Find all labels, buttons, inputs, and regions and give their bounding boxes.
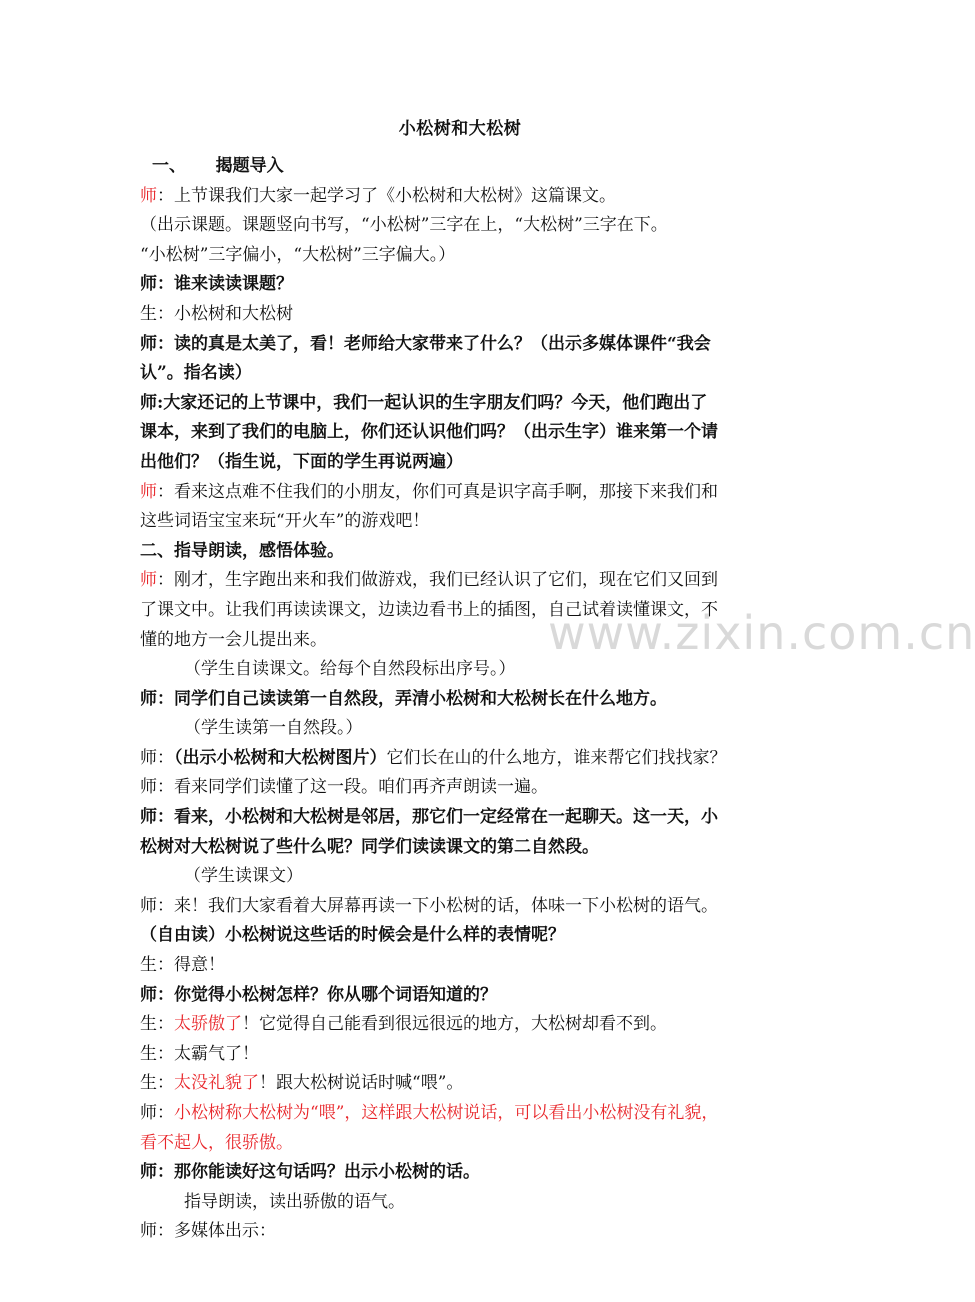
text-line: 看不起人，很骄傲。 — [140, 1132, 293, 1153]
text-line: 师：来！我们大家看着大屏幕再读一下小松树的话，体味一下小松树的语气。 — [140, 895, 718, 916]
text-segment: 它们长在山的什么地方，谁来帮它们找找家？ — [386, 747, 727, 768]
text-line: 二、指导朗读，感悟体验。 — [140, 540, 344, 561]
text-line: 一、 揭题导入 — [152, 156, 284, 176]
text-line — [140, 1099, 810, 1129]
lesson-body — [140, 152, 810, 1247]
text-line: 松树对大松树说了些什么呢？同学们读读课文的第二自然段。 — [140, 836, 599, 857]
text-line: 指导朗读，读出骄傲的语气。 — [184, 1191, 405, 1212]
text-segment: 师 — [140, 481, 157, 502]
page-title: 小松树和大松树 — [398, 119, 522, 139]
text-line: 师：你觉得小松树怎样？你从哪个词语知道的？ — [140, 984, 497, 1005]
text-line: 生：小松树和大松树 — [140, 303, 293, 324]
text-line: 师：看来同学们读懂了这一段。咱们再齐声朗读一遍。 — [140, 777, 548, 798]
text-line: 生：得意！ — [140, 955, 225, 976]
text-line — [140, 566, 810, 596]
text-line — [140, 744, 810, 774]
text-line: 了课文中。让我们再读读课文，边读边看书上的插图，自己试着读懂课文，不 — [140, 599, 718, 620]
text-segment: 师： — [140, 747, 174, 768]
text-line: 师：读的真是太美了，看！老师给大家带来了什么？（出示多媒体课件“我会 — [140, 333, 711, 354]
text-segment: 生： — [140, 1014, 174, 1035]
text-line — [140, 478, 810, 508]
watermark: www.zixin.com.cn — [548, 606, 975, 660]
text-line: 出他们？（指生说，下面的学生再说两遍） — [140, 451, 463, 472]
text-segment: 师 — [140, 185, 157, 206]
text-line: “小松树”三字偏小，“大松树”三字偏大。） — [140, 244, 456, 265]
text-line: （学生自读课文。给每个自然段标出序号。） — [184, 659, 516, 680]
text-line: 师：多媒体出示： — [140, 1221, 276, 1242]
text-line: 师：同学们自己读读第一自然段，弄清小松树和大松树长在什么地方。 — [140, 688, 667, 709]
text-line: （自由读）小松树说这些话的时候会是什么样的表情呢？ — [140, 925, 565, 946]
text-line: 师：谁来读读课题？ — [140, 274, 293, 295]
text-segment: 师 — [140, 570, 157, 591]
text-line — [140, 1069, 810, 1099]
text-segment: 太没礼貌了 — [174, 1073, 259, 1094]
text-line: 这些词语宝宝来玩“开火车”的游戏吧！ — [140, 511, 430, 532]
text-segment: 师： — [140, 1103, 174, 1123]
text-line: 懂的地方一会儿提出来。 — [140, 629, 327, 650]
text-line: 课本，来到了我们的电脑上，你们还认识他们吗？（出示生字）谁来第一个请 — [140, 422, 718, 443]
text-segment: ：上节课我们大家一起学习了《小松树和大松树》这篇课文。 — [157, 185, 616, 206]
text-line: 认”。指名读） — [140, 363, 252, 384]
text-segment: ：看来这点难不住我们的小朋友，你们可真是识字高手啊，那接下来我们和 — [157, 481, 718, 502]
text-segment: 生： — [140, 1073, 174, 1094]
text-line: （学生读第一自然段。） — [184, 718, 363, 739]
text-line — [140, 1010, 810, 1040]
text-segment: ：刚才，生字跑出来和我们做游戏，我们已经认识了它们，现在它们又回到 — [157, 570, 718, 591]
text-line: 师：看来，小松树和大松树是邻居，那它们一定经常在一起聊天。这一天，小 — [140, 807, 718, 828]
text-line: （学生读课文） — [184, 866, 303, 887]
text-line — [140, 182, 810, 212]
text-line: 生：太霸气了！ — [140, 1043, 259, 1064]
text-segment: 小松树称大松树为“喂”，这样跟大松树说话，可以看出小松树没有礼貌， — [174, 1103, 719, 1123]
text-segment: （出示小松树和大松树图片） — [174, 747, 387, 768]
text-segment: ！跟大松树说话时喊“喂”。 — [259, 1073, 464, 1094]
text-line: （出示课题。课题竖向书写，“小松树”三字在上，“大松树”三字在下。 — [140, 215, 668, 236]
text-line: 师：那你能读好这句话吗？出示小松树的话。 — [140, 1162, 480, 1183]
text-line: 师:大家还记的上节课中，我们一起认识的生字朋友们吗？今天，他们跑出了 — [140, 392, 708, 413]
text-segment: 太骄傲了 — [174, 1014, 242, 1035]
text-segment: ！它觉得自己能看到很远很远的地方，大松树却看不到。 — [242, 1014, 667, 1035]
